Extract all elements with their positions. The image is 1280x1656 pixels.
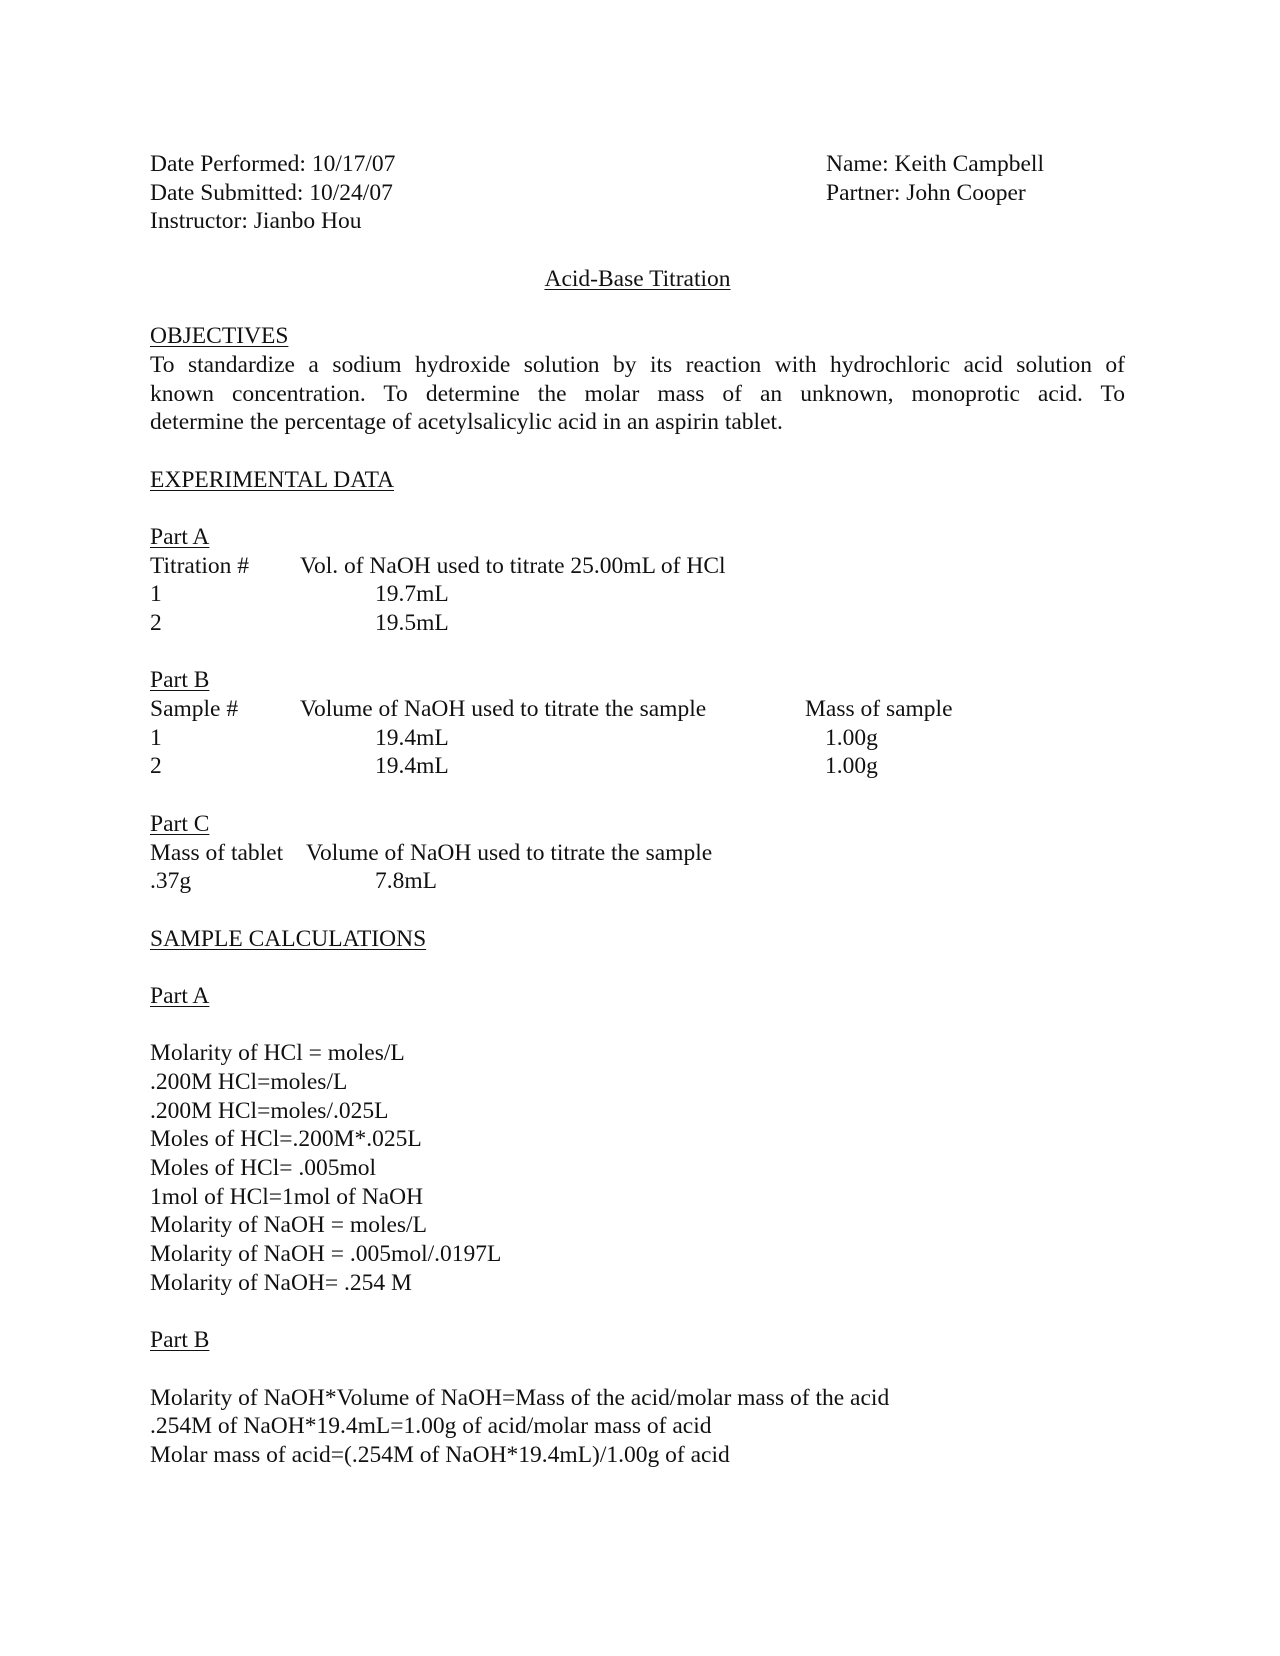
calc-line: Molarity of NaOH= .254 M — [150, 1269, 412, 1296]
calc-line: Moles of HCl=.200M*.025L — [150, 1126, 422, 1153]
calc-part-b-label: Part B — [150, 1327, 210, 1354]
naoh-volume: 19.5mL — [375, 610, 449, 636]
calc-line: Molarity of NaOH*Volume of NaOH=Mass of the acid/molar mass of the acid — [150, 1384, 890, 1411]
exp-part-a-label: Part A — [150, 523, 210, 550]
calc-part-a-label-row — [150, 982, 1125, 1011]
tablet-volume: 7.8mL — [375, 868, 438, 895]
sample-number-header: Sample # — [150, 696, 239, 723]
calc-part-b-label-row — [150, 1326, 1125, 1355]
sample-volume-header: Volume of NaOH used to titrate the sample — [300, 696, 707, 723]
sample-volume: 19.4mL — [375, 753, 449, 780]
table-row — [150, 724, 1125, 753]
titration-number: 1 — [150, 581, 162, 608]
objectives-line-3: determine the percentage of acetylsalicylic acid in an aspirin tablet. — [150, 409, 783, 436]
naoh-volume: 19.7mL — [375, 581, 449, 608]
exp-part-c-label-row — [150, 810, 1125, 839]
objectives-line-1: To standardize a sodium hydroxide solution by its reaction with hydrochloric acid solution of — [150, 351, 1125, 378]
exp-part-b-label-row — [150, 666, 1125, 695]
header-row-2 — [150, 179, 1125, 208]
calc-line: Molarity of NaOH = .005mol/.0197L — [150, 1241, 502, 1268]
table-row — [150, 752, 1125, 781]
calc-line: .254M of NaOH*19.4mL=1.00g of acid/molar mass of acid — [150, 1413, 712, 1440]
document-title-row — [150, 265, 1125, 294]
tablet-volume-header: Volume of NaOH used to titrate the sample — [306, 839, 713, 866]
date-performed: Date Performed: 10/17/07 — [150, 151, 396, 177]
calculations-heading: SAMPLE CALCULATIONS — [150, 925, 427, 952]
partner-name: Partner: John Cooper — [826, 179, 1026, 206]
tablet-mass-header: Mass of tablet — [150, 839, 284, 866]
sample-number: 2 — [150, 753, 162, 780]
document-page — [150, 150, 1125, 1470]
sample-number: 1 — [150, 724, 162, 751]
calc-line: Molarity of NaOH = moles/L — [150, 1212, 427, 1239]
calc-line: Molarity of HCl = moles/L — [150, 1040, 405, 1067]
calc-part-a-label: Part A — [150, 982, 210, 1009]
exp-part-c-label: Part C — [150, 810, 210, 837]
document-title: Acid-Base Titration — [544, 265, 731, 292]
table-row — [150, 580, 1125, 609]
sample-mass: 1.00g — [825, 724, 878, 751]
date-submitted: Date Submitted: 10/24/07 — [150, 179, 393, 206]
calc-line: .200M HCl=moles/L — [150, 1069, 348, 1095]
exp-part-b-label: Part B — [150, 667, 210, 694]
titration-number: 2 — [150, 610, 162, 636]
experimental-heading-row — [150, 466, 1125, 495]
sample-mass: 1.00g — [825, 753, 878, 780]
calculations-heading-row — [150, 925, 1125, 954]
sample-volume: 19.4mL — [375, 724, 449, 751]
header-row-3 — [150, 207, 1125, 236]
objectives-heading-row — [150, 322, 1125, 351]
naoh-volume-header: Vol. of NaOH used to titrate 25.00mL of HCl — [300, 552, 726, 579]
calc-line: 1mol of HCl=1mol of NaOH — [150, 1183, 424, 1210]
experimental-heading: EXPERIMENTAL DATA — [150, 466, 395, 493]
exp-part-c-header — [150, 839, 1125, 868]
instructor: Instructor: Jianbo Hou — [150, 208, 362, 235]
objectives-line-2: known concentration. To determine the molar mass of an unknown, monoprotic acid. To — [150, 380, 1125, 407]
student-name: Name: Keith Campbell — [826, 151, 1044, 177]
table-row — [150, 609, 1125, 638]
titration-number-header: Titration # — [150, 552, 250, 579]
calc-line: Moles of HCl= .005mol — [150, 1155, 377, 1182]
exp-part-a-header — [150, 552, 1125, 581]
table-row — [150, 867, 1125, 896]
objectives-heading: OBJECTIVES — [150, 323, 289, 350]
calc-line: .200M HCl=moles/.025L — [150, 1097, 389, 1124]
calc-line: Molar mass of acid=(.254M of NaOH*19.4mL)/1.00g of acid — [150, 1441, 730, 1468]
tablet-mass: .37g — [150, 868, 192, 895]
sample-mass-header: Mass of sample — [805, 696, 953, 723]
exp-part-a-label-row — [150, 523, 1125, 552]
exp-part-b-header — [150, 695, 1125, 724]
header-row-1 — [150, 150, 1125, 179]
